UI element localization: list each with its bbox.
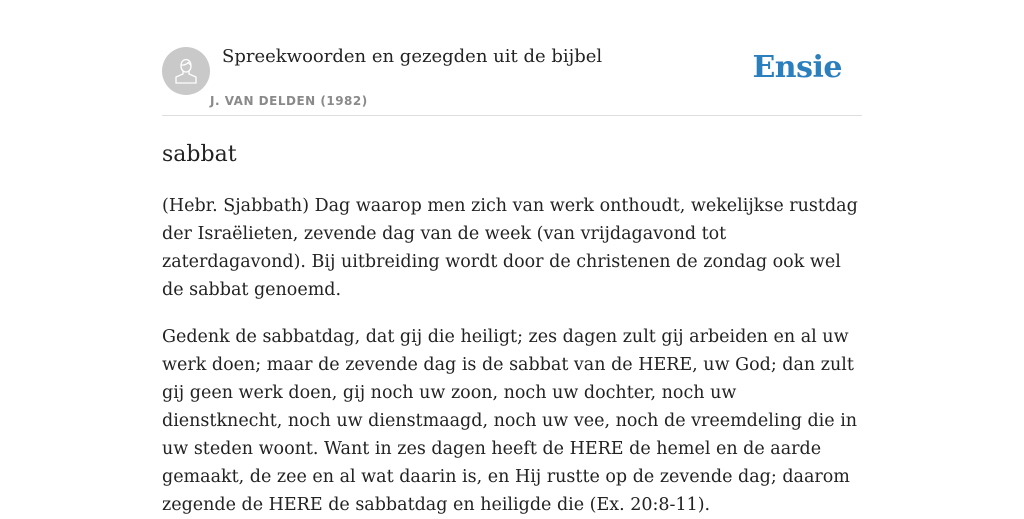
source-author: J. VAN DELDEN (1982)	[210, 94, 368, 108]
entry-title: sabbat	[162, 142, 237, 167]
entry-paragraph-definition: (Hebr. Sjabbath) Dag waarop men zich van werk onthoudt, wekelijkse rustdag der Israëlieten, zevende dag van de week (van vrijdagavond tot zaterdagavond). Bij uitbreiding wordt door de christenen de zondag ook wel de sabbat genoemd.	[162, 196, 858, 300]
ensie-logo[interactable]: Ensie	[752, 50, 842, 85]
source-title[interactable]: Spreekwoorden en gezegden uit de bijbel	[222, 46, 603, 67]
user-placeholder-icon	[162, 47, 210, 95]
entry-paragraph-quote: Gedenk de sabbatdag, dat gij die heiligt; zes dagen zult gij arbeiden en al uw werk doen; maar de zevende dag is de sabbat van de HERE, uw God; dan zult gij geen werk doen, gij noch uw zoon, noch uw dochter, noch uw dienstknecht, noch uw dienstmaagd, noch uw vee, noch de vreemdeling die in uw steden woont. Want in zes dagen heeft de HERE de hemel en de aarde gemaakt, de zee en al wat daarin is, en Hij rustte op de zevende dag; daarom zegende de HERE de sabbatdag en heiligde die (Ex. 20:8-11).	[162, 327, 858, 515]
entry-card	[162, 40, 862, 519]
source-header	[162, 40, 862, 116]
